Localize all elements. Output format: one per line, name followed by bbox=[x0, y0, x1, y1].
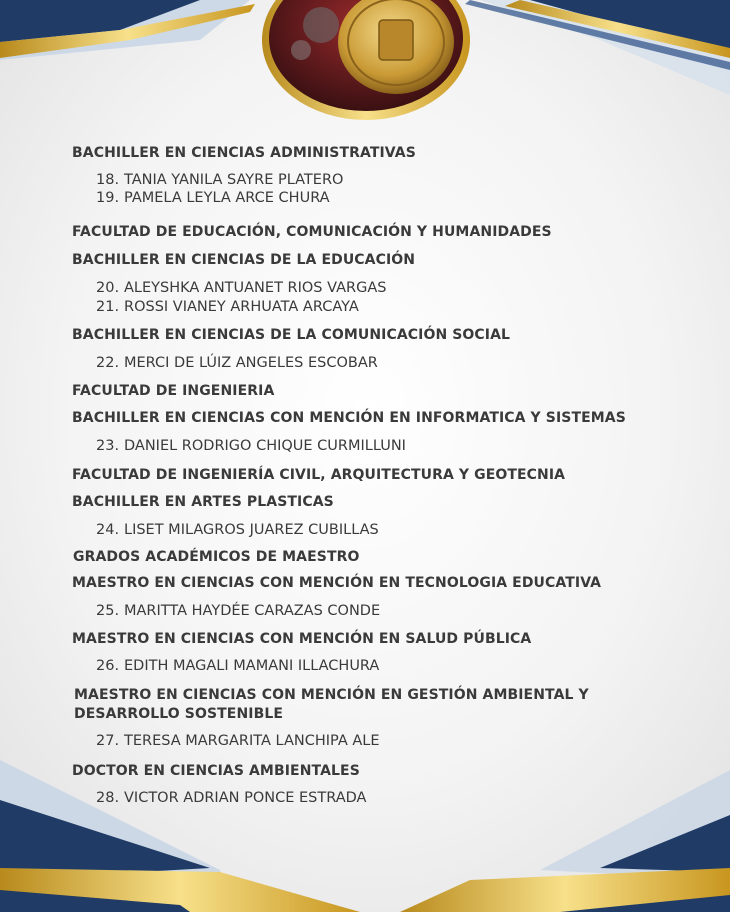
section-heading: BACHILLER EN CIENCIAS DE LA EDUCACIÓN bbox=[72, 252, 416, 268]
section-heading: BACHILLER EN CIENCIAS DE LA COMUNICACIÓN SOCIAL bbox=[72, 327, 511, 343]
faculty-heading: FACULTAD DE INGENIERIA bbox=[72, 383, 275, 399]
section-heading: BACHILLER EN CIENCIAS ADMINISTRATIVAS bbox=[72, 145, 416, 161]
section-heading: BACHILLER EN CIENCIAS CON MENCIÓN EN INFORMATICA Y SISTEMAS bbox=[72, 410, 626, 426]
section-heading: MAESTRO EN CIENCIAS CON MENCIÓN EN SALUD PÚBLICA bbox=[72, 631, 532, 647]
graduates-document: BACHILLER EN CIENCIAS ADMINISTRATIVAS 18. TANIA YANILA SAYRE PLATERO 19. PAMELA LEYLA ARCE CHURA FACULTAD DE EDUCACIÓN, COMUNICACIÓN Y HUMANIDADES BACHILLER EN CIENCIAS DE LA EDUCACIÓN 20. ALEYSHKA ANTUANET RIOS VARGAS 21. ROSSI VIANEY ARHUATA ARCAYA BACHILLER EN CIENCIAS DE LA COMUNICACIÓN SOCIAL 22. MERCI DE LÚIZ ANGELES ESCOBAR FACULTAD DE INGENIERIA BACHILLER EN CIENCIAS CON MENCIÓN EN INFORMATICA Y SISTEMAS 23. DANIEL RODRIGO CHIQUE CURMILLUNI FACULTAD DE INGENIERÍA CIVIL, ARQUITECTURA Y GEOTECNIA BACHILLER EN ARTES PLASTICAS 24. LISET MILAGROS JUAREZ CUBILLAS GRADOS ACADÉMICOS DE MAESTRO MAESTRO EN CIENCIAS CON MENCIÓN EN TECNOLOGIA EDUCATIVA 25. MARITTA HAYDÉE CARAZAS CONDE MAESTRO EN CIENCIAS CON MENCIÓN EN SALUD PÚBLICA 26. EDITH MAGALI MAMANI ILLACHURA MAESTRO EN CIENCIAS CON MENCIÓN EN GESTIÓN AMBIENTAL Y DESARROLLO SOSTENIBLE 27. TERESA MARGARITA LANCHIPA ALE DOCTOR EN CIENCIAS AMBIENTALES 28. VICTOR ADRIAN PONCE ESTRADA bbox=[0, 0, 730, 912]
section-heading: BACHILLER EN ARTES PLASTICAS bbox=[72, 494, 334, 510]
degree-group-heading: GRADOS ACADÉMICOS DE MAESTRO bbox=[73, 549, 360, 565]
section-heading: MAESTRO EN CIENCIAS CON MENCIÓN EN TECNOLOGIA EDUCATIVA bbox=[72, 575, 602, 591]
faculty-heading: FACULTAD DE INGENIERÍA CIVIL, ARQUITECTURA Y GEOTECNIA bbox=[72, 467, 566, 483]
faculty-heading: FACULTAD DE EDUCACIÓN, COMUNICACIÓN Y HUMANIDADES bbox=[72, 224, 552, 240]
section-heading: MAESTRO EN CIENCIAS CON MENCIÓN EN GESTIÓN AMBIENTAL Y DESARROLLO SOSTENIBLE bbox=[74, 687, 589, 722]
section-heading: DOCTOR EN CIENCIAS AMBIENTALES bbox=[72, 763, 360, 779]
